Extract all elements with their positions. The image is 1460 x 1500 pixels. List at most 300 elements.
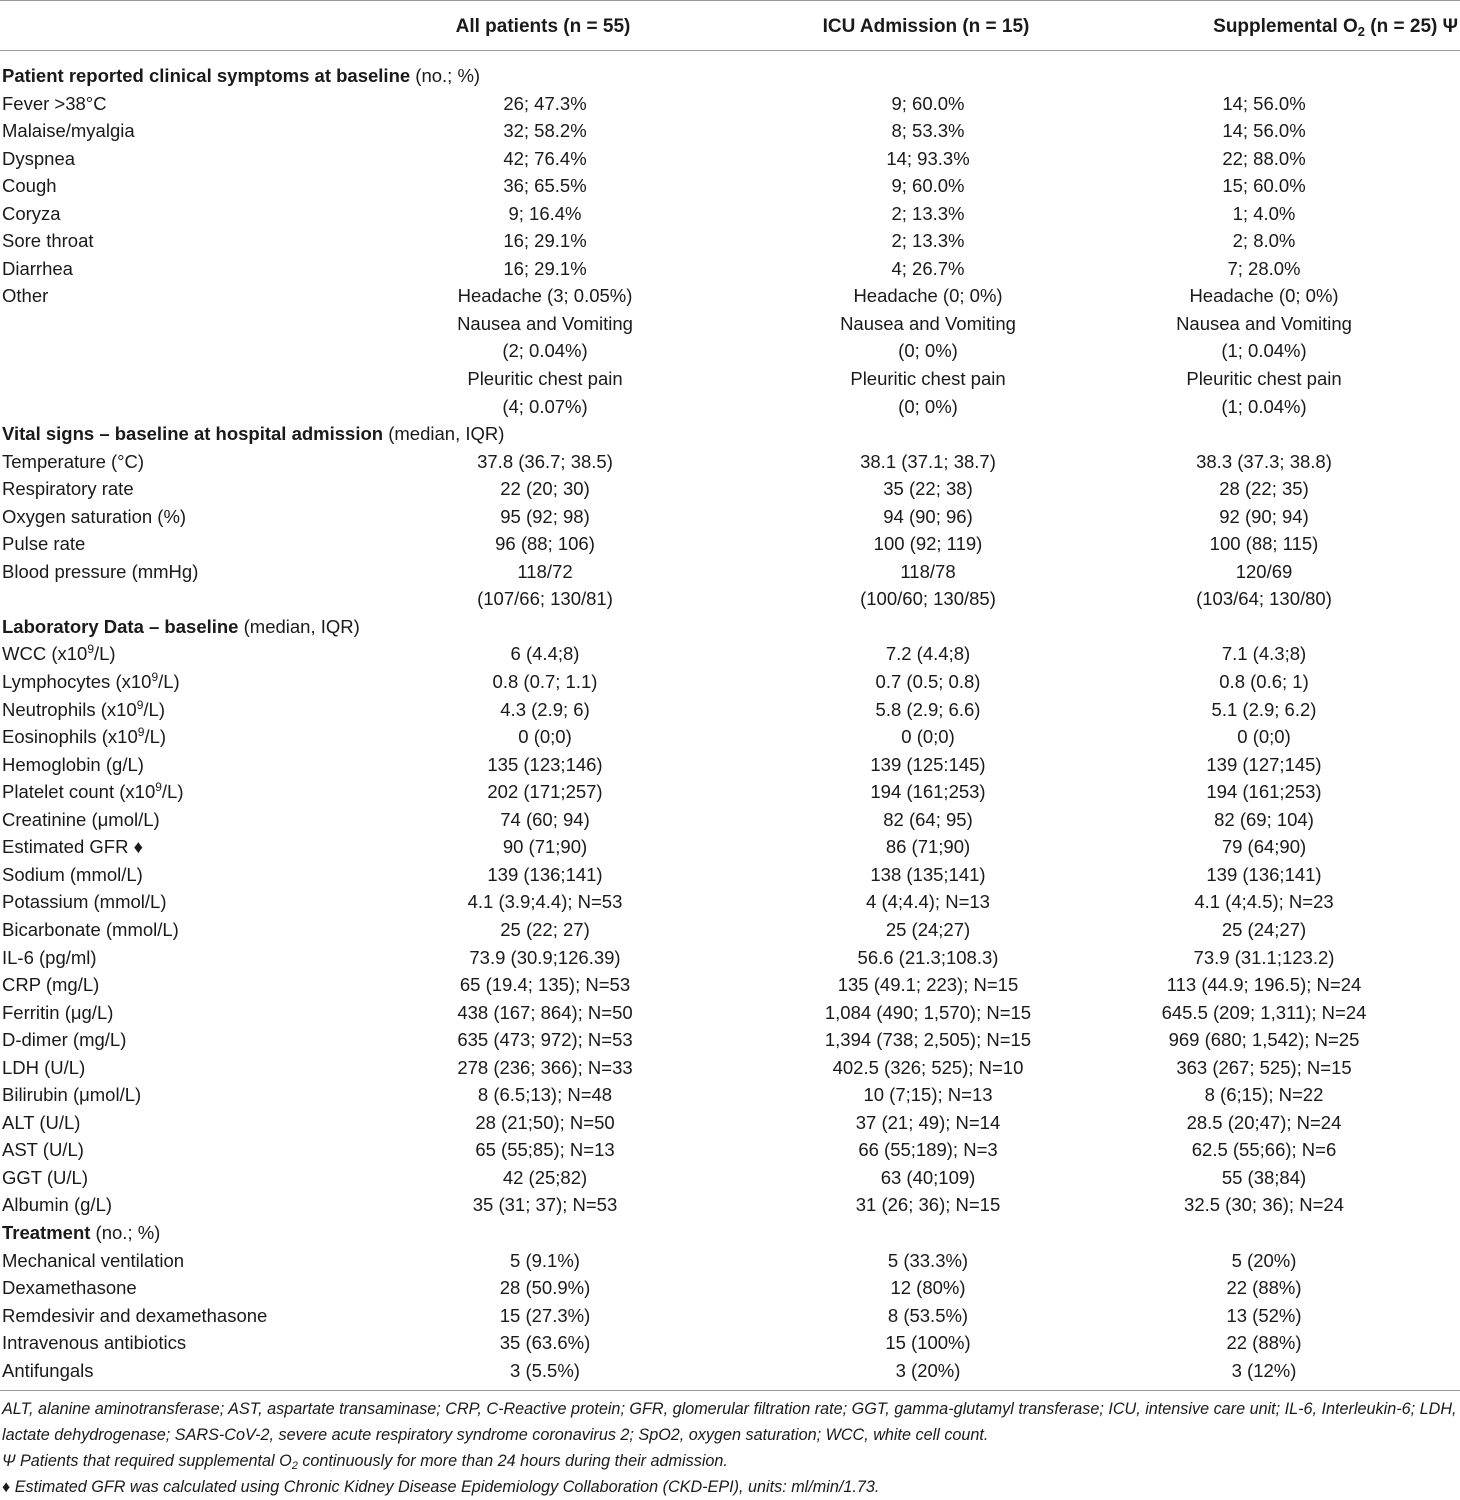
table-row — [0, 310, 1460, 338]
row-label — [0, 1026, 302, 1054]
cell-all-patients: 25 (22; 27) — [500, 918, 590, 940]
cell-supplemental-o2: 5.1 (2.9; 6.2) — [1211, 698, 1317, 720]
row-label-text: Other — [2, 285, 49, 307]
row-label — [0, 751, 302, 779]
cell-all-patients: (2; 0.04%) — [502, 340, 588, 362]
row-label-text: Remdesivir and dexamethasone — [2, 1304, 268, 1326]
row-label-unit: /L) — [94, 643, 116, 665]
row-label — [0, 227, 302, 255]
row-label — [0, 172, 302, 200]
cell-icu-admission: 9; 60.0% — [891, 92, 965, 114]
cell-all-patients: 16; 29.1% — [503, 230, 587, 252]
table-row — [0, 806, 1460, 834]
cell-all-patients: 6 (4.4;8) — [510, 643, 580, 665]
cell-all-patients: 37.8 (36.7; 38.5) — [477, 450, 613, 472]
cell-supplemental-o2: 82 (69; 104) — [1214, 808, 1314, 830]
table-row — [0, 393, 1460, 421]
cell-supplemental-o2: 79 (64;90) — [1221, 836, 1307, 858]
row-label — [0, 1302, 302, 1330]
table-row — [0, 1054, 1460, 1082]
row-label — [0, 668, 302, 696]
cell-icu-admission: 2; 13.3% — [891, 202, 965, 224]
section-header-row — [0, 1219, 1460, 1247]
cell-supplemental-o2: 7.1 (4.3;8) — [1221, 643, 1307, 665]
cell-supplemental-o2: (1; 0.04%) — [1221, 395, 1307, 417]
cell-all-patients: (107/66; 130/81) — [477, 588, 613, 610]
cell-icu-admission: 5.8 (2.9; 6.6) — [875, 698, 981, 720]
row-label — [0, 1164, 302, 1192]
row-label-text: Bilirubin (μmol/L) — [2, 1084, 142, 1106]
col-header-o2-suffix: (n = 25) Ψ — [1365, 16, 1458, 37]
section-title-unit: (median, IQR) — [238, 615, 360, 637]
footnote-psi-suffix: continuously for more than 24 hours during their admission. — [297, 1452, 728, 1470]
top-rule — [0, 0, 1460, 1]
section-title — [0, 1219, 1452, 1247]
row-label — [0, 833, 302, 861]
row-label-text: Estimated GFR ♦ — [2, 836, 144, 858]
cell-icu-admission: 38.1 (37.1; 38.7) — [860, 450, 996, 472]
cell-supplemental-o2: 3 (12%) — [1231, 1359, 1297, 1381]
cell-all-patients: 635 (473; 972); N=53 — [457, 1029, 633, 1051]
section-title — [0, 62, 1452, 90]
cell-all-patients: 42; 76.4% — [503, 147, 587, 169]
cell-icu-admission: 7.2 (4.4;8) — [885, 643, 971, 665]
bottom-rule — [0, 1390, 1460, 1391]
cell-supplemental-o2: (103/64; 130/80) — [1196, 588, 1332, 610]
row-label-text: Sore throat — [2, 230, 94, 252]
table-row — [0, 1026, 1460, 1054]
cell-supplemental-o2: Pleuritic chest pain — [1186, 368, 1342, 390]
cell-all-patients: 16; 29.1% — [503, 257, 587, 279]
row-label-text: Bicarbonate (mmol/L) — [2, 918, 179, 940]
table-row — [0, 365, 1460, 393]
row-label — [0, 861, 302, 889]
cell-supplemental-o2: 139 (136;141) — [1206, 863, 1322, 885]
cell-icu-admission: 12 (80%) — [890, 1277, 966, 1299]
table-row — [0, 861, 1460, 889]
footnote-abbreviations: ALT, alanine aminotransferase; AST, aspartate transaminase; CRP, C-Reactive protein; GFR, glomerular filtration rate; GGT, gamma-glutamyl transferase; ICU, intensive care unit; IL-6, Interleukin-6; LDH, lactate dehydrogenase; SARS-CoV-2, severe acute respiratory syndrome coronavirus 2; SpO2, oxygen saturation; WCC, white cell count. — [2, 1400, 1457, 1444]
cell-all-patients: 3 (5.5%) — [510, 1359, 580, 1381]
footnote-psi-prefix: Ψ Patients that required supplemental O — [2, 1452, 292, 1470]
table-row — [0, 1164, 1460, 1192]
row-label-text: GGT (U/L) — [2, 1166, 88, 1188]
cell-supplemental-o2: 4.1 (4;4.5); N=23 — [1194, 891, 1334, 913]
cell-icu-admission: 35 (22; 38) — [883, 478, 973, 500]
row-label-superscript: 9 — [137, 725, 145, 740]
cell-all-patients: 5 (9.1%) — [510, 1249, 580, 1271]
section-title — [0, 420, 1452, 448]
cell-all-patients: 95 (92; 98) — [500, 505, 590, 527]
table-row — [0, 90, 1460, 118]
table-row — [0, 944, 1460, 972]
table-row — [0, 145, 1460, 173]
cell-icu-admission: 8 (53.5%) — [887, 1304, 969, 1326]
section-title-unit: (median, IQR) — [383, 423, 505, 445]
footnote-gfr: ♦ Estimated GFR was calculated using Chronic Kidney Disease Epidemiology Collaboration (CKD-EPI), units: ml/min/1.73. — [2, 1478, 880, 1496]
row-label — [0, 255, 302, 283]
row-label-text: Eosinophils (x10 — [2, 726, 138, 748]
row-label — [0, 1136, 302, 1164]
row-label — [0, 558, 302, 586]
cell-all-patients: 65 (19.4; 135); N=53 — [459, 974, 631, 996]
cell-all-patients: 90 (71;90) — [502, 836, 588, 858]
table-row — [0, 999, 1460, 1027]
row-label — [0, 585, 302, 613]
section-title-bold: Treatment — [2, 1221, 91, 1243]
cell-icu-admission: 4 (4;4.4); N=13 — [866, 891, 990, 913]
row-label-superscript: 9 — [155, 780, 162, 795]
cell-supplemental-o2: 25 (24;27) — [1221, 918, 1307, 940]
section-title-bold: Vital signs – baseline at hospital admission — [2, 423, 384, 445]
row-label-unit: /L) — [158, 671, 180, 693]
cell-icu-admission: 10 (7;15); N=13 — [863, 1084, 993, 1106]
cell-icu-admission: 138 (135;141) — [870, 863, 986, 885]
cell-icu-admission: 3 (20%) — [895, 1359, 961, 1381]
cell-icu-admission: 135 (49.1; 223); N=15 — [837, 974, 1019, 996]
cell-supplemental-o2: 113 (44.9; 196.5); N=24 — [1166, 974, 1362, 996]
header-rule — [0, 50, 1460, 51]
table-row — [0, 751, 1460, 779]
cell-supplemental-o2: 14; 56.0% — [1222, 92, 1306, 114]
table-row — [0, 337, 1460, 365]
row-label-unit: /L) — [143, 698, 165, 720]
cell-supplemental-o2: 92 (90; 94) — [1219, 505, 1309, 527]
cell-icu-admission: 1,394 (738; 2,505); N=15 — [824, 1029, 1032, 1051]
row-label — [0, 1357, 302, 1385]
cell-supplemental-o2: 38.3 (37.3; 38.8) — [1196, 450, 1332, 472]
row-label — [0, 1081, 302, 1109]
cell-supplemental-o2: 1; 4.0% — [1232, 202, 1296, 224]
cell-all-patients: 8 (6.5;13); N=48 — [477, 1084, 613, 1106]
cell-supplemental-o2: 0.8 (0.6; 1) — [1219, 671, 1309, 693]
row-label-text: Intravenous antibiotics — [2, 1332, 187, 1354]
table-row — [0, 558, 1460, 586]
row-label-text: ALT (U/L) — [2, 1111, 81, 1133]
row-label — [0, 806, 302, 834]
table-row — [0, 971, 1460, 999]
table-body — [0, 62, 1460, 1384]
row-label — [0, 999, 302, 1027]
row-label-text: Blood pressure (mmHg) — [2, 560, 199, 582]
table-row — [0, 1302, 1460, 1330]
cell-all-patients: 278 (236; 366); N=33 — [457, 1056, 633, 1078]
table-row — [0, 200, 1460, 228]
row-label-text: WCC (x10 — [2, 643, 88, 665]
section-header-row — [0, 613, 1460, 641]
row-label-text: AST (U/L) — [2, 1139, 84, 1161]
table-row — [0, 448, 1460, 476]
section-title-bold: Patient reported clinical symptoms at baseline — [2, 65, 411, 86]
cell-icu-admission: 2; 13.3% — [891, 230, 965, 252]
row-label — [0, 696, 302, 724]
row-label — [0, 475, 302, 503]
cell-all-patients: 202 (171;257) — [487, 781, 603, 803]
row-label-text: Platelet count (x10 — [2, 781, 156, 803]
table-row — [0, 227, 1460, 255]
cell-icu-admission: 8; 53.3% — [891, 120, 965, 142]
table-row — [0, 1247, 1460, 1275]
row-label-text: Dyspnea — [2, 147, 76, 169]
cell-icu-admission: 4; 26.7% — [891, 257, 965, 279]
row-label-unit: /L) — [144, 726, 167, 748]
cell-icu-admission: 1,084 (490; 1,570); N=15 — [824, 1001, 1032, 1023]
row-label — [0, 1247, 302, 1275]
cell-all-patients: 28 (21;50); N=50 — [475, 1111, 615, 1133]
cell-icu-admission: 15 (100%) — [885, 1332, 971, 1354]
row-label-text: Sodium (mmol/L) — [2, 863, 143, 885]
cell-icu-admission: 86 (71;90) — [885, 836, 971, 858]
cell-icu-admission: 139 (125:145) — [870, 753, 986, 775]
cell-icu-admission: 100 (92; 119) — [873, 533, 983, 555]
row-label — [0, 971, 302, 999]
cell-supplemental-o2: Headache (0; 0%) — [1189, 285, 1339, 307]
cell-all-patients: 0.8 (0.7; 1.1) — [492, 671, 598, 693]
cell-all-patients: 32; 58.2% — [503, 120, 587, 142]
cell-supplemental-o2: 55 (38;84) — [1221, 1166, 1307, 1188]
col-header-o2-prefix: Supplemental O — [1213, 16, 1358, 37]
table-row — [0, 888, 1460, 916]
table-row — [0, 1274, 1460, 1302]
row-label — [0, 1191, 302, 1219]
row-label — [0, 117, 302, 145]
cell-icu-admission: 5 (33.3%) — [887, 1249, 969, 1271]
cell-icu-admission: 66 (55;189); N=3 — [858, 1139, 998, 1161]
col-header-all-patients: All patients (n = 55) — [455, 16, 631, 37]
cell-icu-admission: 56.6 (21.3;108.3) — [857, 946, 999, 968]
row-label-text: Ferritin (μg/L) — [2, 1001, 114, 1023]
table-row — [0, 1357, 1460, 1385]
table-row — [0, 172, 1460, 200]
cell-all-patients: 139 (136;141) — [487, 863, 603, 885]
cell-all-patients: 35 (31; 37); N=53 — [472, 1194, 618, 1216]
cell-icu-admission: 0 (0;0) — [901, 726, 955, 748]
table-row — [0, 668, 1460, 696]
cell-supplemental-o2: 73.9 (31.1;123.2) — [1193, 946, 1335, 968]
row-label — [0, 778, 302, 806]
cell-icu-admission: (0; 0%) — [898, 340, 958, 362]
section-title-unit: (no.; %) — [90, 1221, 161, 1243]
table-row — [0, 833, 1460, 861]
cell-all-patients: 65 (55;85); N=13 — [475, 1139, 615, 1161]
table-row — [0, 1329, 1460, 1357]
table-row — [0, 117, 1460, 145]
cell-icu-admission: 63 (40;109) — [880, 1166, 976, 1188]
table-row — [0, 640, 1460, 668]
cell-supplemental-o2: 15; 60.0% — [1222, 175, 1306, 197]
row-label — [0, 1329, 302, 1357]
table-row — [0, 475, 1460, 503]
row-label-text: Oxygen saturation (%) — [2, 505, 187, 527]
cell-icu-admission: (100/60; 130/85) — [860, 588, 996, 610]
cell-supplemental-o2: 32.5 (30; 36); N=24 — [1184, 1194, 1344, 1216]
cell-all-patients: 36; 65.5% — [503, 175, 587, 197]
cell-icu-admission: (0; 0%) — [898, 395, 958, 417]
cell-supplemental-o2: 22; 88.0% — [1222, 147, 1306, 169]
row-label — [0, 365, 302, 393]
col-header-icu-admission: ICU Admission (n = 15) — [822, 16, 1030, 37]
table-row — [0, 282, 1460, 310]
table-row — [0, 530, 1460, 558]
row-label-text: IL-6 (pg/ml) — [2, 946, 97, 968]
cell-all-patients: 28 (50.9%) — [499, 1277, 591, 1299]
section-header-row — [0, 420, 1460, 448]
cell-all-patients: 35 (63.6%) — [499, 1332, 591, 1354]
cell-supplemental-o2: 13 (52%) — [1226, 1304, 1302, 1326]
cell-supplemental-o2: 62.5 (55;66); N=6 — [1191, 1139, 1337, 1161]
cell-all-patients: 26; 47.3% — [503, 92, 587, 114]
cell-all-patients: Pleuritic chest pain — [467, 368, 623, 390]
section-title-bold: Laboratory Data – baseline — [2, 615, 239, 637]
section-header-row — [0, 62, 1460, 90]
section-title-unit: (no.; %) — [410, 65, 481, 86]
cell-all-patients: 4.1 (3.9;4.4); N=53 — [467, 891, 623, 913]
cell-supplemental-o2: 139 (127;145) — [1206, 753, 1322, 775]
row-label-text: Temperature (°C) — [2, 450, 145, 472]
row-label-text: Neutrophils (x10 — [2, 698, 137, 720]
cell-icu-admission: 94 (90; 96) — [883, 505, 973, 527]
row-label-text: Antifungals — [2, 1359, 94, 1381]
row-label-text: D-dimer (mg/L) — [2, 1029, 127, 1051]
cell-supplemental-o2: 22 (88%) — [1226, 1277, 1302, 1299]
cell-supplemental-o2: 22 (88%) — [1226, 1332, 1302, 1354]
table-row — [0, 696, 1460, 724]
cell-all-patients: Nausea and Vomiting — [457, 312, 633, 334]
row-label-text: Respiratory rate — [2, 478, 134, 500]
cell-all-patients: 9; 16.4% — [508, 202, 582, 224]
cell-all-patients: 0 (0;0) — [518, 726, 572, 748]
row-label-superscript: 9 — [136, 697, 144, 712]
row-label-text: Pulse rate — [2, 533, 86, 555]
row-label — [0, 503, 302, 531]
cell-supplemental-o2: 0 (0;0) — [1237, 726, 1291, 748]
cell-all-patients: 73.9 (30.9;126.39) — [469, 946, 621, 968]
row-label-text: Dexamethasone — [2, 1277, 137, 1299]
table-row — [0, 1109, 1460, 1137]
row-label — [0, 310, 302, 338]
cell-icu-admission: 0.7 (0.5; 0.8) — [875, 671, 981, 693]
cell-icu-admission: 25 (24;27) — [885, 918, 971, 940]
row-label — [0, 448, 302, 476]
cell-supplemental-o2: 7; 28.0% — [1227, 257, 1301, 279]
cell-icu-admission: Pleuritic chest pain — [850, 368, 1006, 390]
cell-icu-admission: 402.5 (326; 525); N=10 — [832, 1056, 1024, 1078]
row-label-text: Creatinine (μmol/L) — [2, 808, 160, 830]
cell-icu-admission: 14; 93.3% — [886, 147, 970, 169]
table-row — [0, 585, 1460, 613]
cell-all-patients: 96 (88; 106) — [495, 533, 595, 555]
cell-supplemental-o2: 645.5 (209; 1,311); N=24 — [1161, 1001, 1367, 1023]
footnotes — [2, 1396, 1458, 1500]
cell-supplemental-o2: 2; 8.0% — [1232, 230, 1296, 252]
cell-all-patients: 74 (60; 94) — [500, 808, 590, 830]
row-label — [0, 723, 302, 751]
table-row — [0, 1081, 1460, 1109]
table-row — [0, 1136, 1460, 1164]
cell-icu-admission: 118/78 — [900, 560, 956, 582]
cell-supplemental-o2: (1; 0.04%) — [1221, 340, 1307, 362]
cell-all-patients: Headache (3; 0.05%) — [457, 285, 633, 307]
table-row — [0, 916, 1460, 944]
row-label-text: Lymphocytes (x10 — [2, 671, 152, 693]
cell-icu-admission: 9; 60.0% — [891, 175, 965, 197]
row-label — [0, 888, 302, 916]
cell-all-patients: 4.3 (2.9; 6) — [500, 698, 590, 720]
table-row — [0, 1191, 1460, 1219]
row-label-text: Malaise/myalgia — [2, 120, 135, 142]
row-label — [0, 282, 302, 310]
cell-all-patients: 135 (123;146) — [487, 753, 603, 775]
row-label — [0, 916, 302, 944]
cell-all-patients: (4; 0.07%) — [502, 395, 588, 417]
cell-supplemental-o2: 100 (88; 115) — [1209, 533, 1319, 555]
row-label-text: Cough — [2, 175, 57, 197]
cell-supplemental-o2: 194 (161;253) — [1206, 781, 1322, 803]
col-header-supplemental-o2 — [1066, 14, 1458, 40]
footnote-psi-subscript: 2 — [291, 1460, 298, 1472]
row-label-superscript: 9 — [151, 670, 159, 685]
row-label — [0, 530, 302, 558]
row-label-text: Coryza — [2, 202, 61, 224]
table-row — [0, 723, 1460, 751]
section-title — [0, 613, 1452, 641]
row-label — [0, 640, 302, 668]
row-label — [0, 393, 302, 421]
cell-all-patients: 15 (27.3%) — [499, 1304, 591, 1326]
cell-icu-admission: Headache (0; 0%) — [853, 285, 1003, 307]
row-label-superscript: 9 — [87, 642, 94, 657]
row-label — [0, 337, 302, 365]
cell-all-patients: 22 (20; 30) — [500, 478, 590, 500]
row-label — [0, 1109, 302, 1137]
cell-icu-admission: Nausea and Vomiting — [840, 312, 1016, 334]
row-label-text: Hemoglobin (g/L) — [2, 753, 144, 775]
row-label-text: Mechanical ventilation — [2, 1249, 185, 1271]
cell-supplemental-o2: 14; 56.0% — [1222, 120, 1306, 142]
row-label-unit: /L) — [161, 781, 184, 803]
cell-icu-admission: 37 (21; 49); N=14 — [855, 1111, 1001, 1133]
cell-supplemental-o2: 8 (6;15); N=22 — [1204, 1084, 1324, 1106]
cell-icu-admission: 31 (26; 36); N=15 — [855, 1194, 1001, 1216]
row-label — [0, 1054, 302, 1082]
table-row — [0, 503, 1460, 531]
cell-supplemental-o2: 969 (680; 1,542); N=25 — [1168, 1029, 1360, 1051]
row-label-text: Diarrhea — [2, 257, 73, 279]
cell-supplemental-o2: 120/69 — [1235, 560, 1293, 582]
row-label — [0, 944, 302, 972]
row-label — [0, 90, 302, 118]
row-label — [0, 200, 302, 228]
row-label-text: Potassium (mmol/L) — [2, 891, 167, 913]
row-label — [0, 1274, 302, 1302]
table-row — [0, 778, 1460, 806]
cell-supplemental-o2: 28 (22; 35) — [1219, 478, 1309, 500]
row-label-text: CRP (mg/L) — [2, 974, 100, 996]
cell-supplemental-o2: 28.5 (20;47); N=24 — [1186, 1111, 1342, 1133]
cell-icu-admission: 194 (161;253) — [870, 781, 986, 803]
cell-all-patients: 438 (167; 864); N=50 — [457, 1001, 633, 1023]
cell-all-patients: 118/72 — [517, 560, 573, 582]
row-label-text: LDH (U/L) — [2, 1056, 86, 1078]
row-label-text: Fever >38°C — [2, 92, 107, 114]
cell-supplemental-o2: Nausea and Vomiting — [1176, 312, 1352, 334]
row-label-text: Albumin (g/L) — [2, 1194, 113, 1216]
cell-all-patients: 42 (25;82) — [502, 1166, 588, 1188]
row-label — [0, 145, 302, 173]
cell-supplemental-o2: 363 (267; 525); N=15 — [1176, 1056, 1352, 1078]
table-row — [0, 255, 1460, 283]
footnote-psi — [2, 1448, 1458, 1474]
col-header-o2-subscript: 2 — [1357, 24, 1366, 39]
